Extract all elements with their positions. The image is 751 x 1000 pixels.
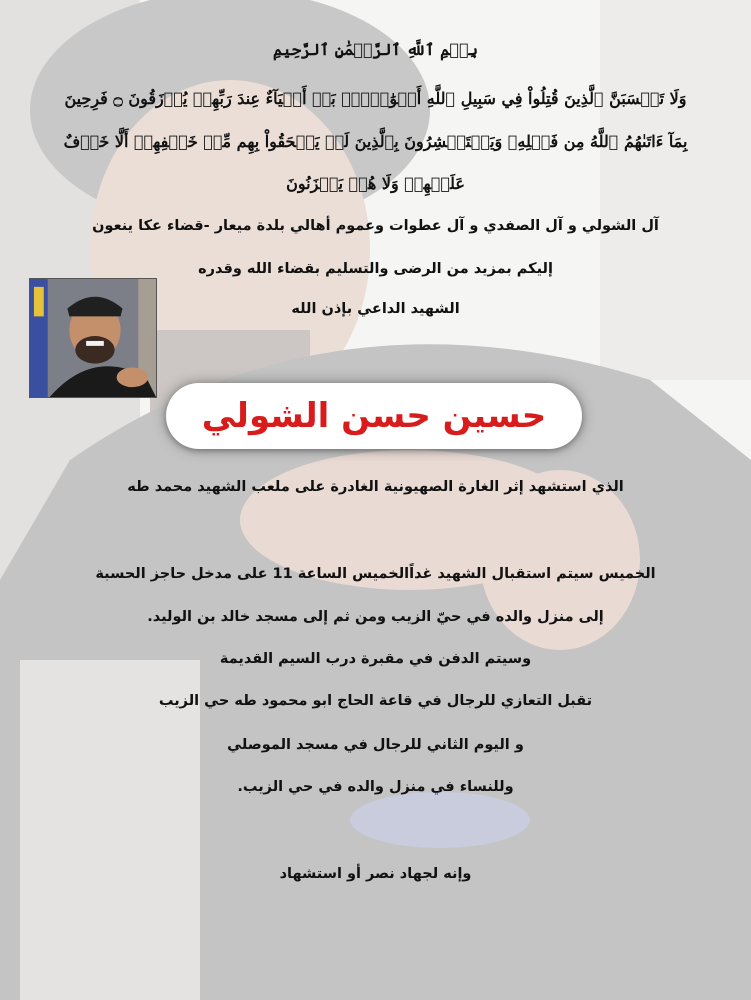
second-day-line: و اليوم الثاني للرجال في مسجد الموصلي: [227, 737, 524, 753]
quran-verse-line-3: عَلَيۡهِمۡ وَلَا هُمۡ يَحۡزَنُونَ: [286, 174, 465, 193]
quran-verse-line-1: وَلَا تَحۡسَبَنَّ ٱلَّذِينَ قُتِلُواْ فِي سَبِيلِ ٱللَّهِ أَمۡوَٰتَۢاۚ بَلۡ أَحۡيَآءٌ عِندَ رَبِّهِمۡ يُرۡزَقُونَ ۝ فَرِحِينَ: [64, 89, 687, 108]
martyrdom-statement: الذي استشهد إثر الغارة الصهيونية الغادرة على ملعب الشهيد محمد طه: [127, 479, 624, 495]
funeral-line-2: إلى منزل والده في حيّ الزيب ومن ثم إلى مسجد خالد بن الوليد.: [147, 609, 604, 625]
basmala: بِسۡمِ ٱللَّهِ ٱلرَّحۡمَٰنِ ٱلرَّحِيمِ: [272, 40, 479, 59]
martyr-portrait: [29, 278, 157, 398]
burial-line: وسيتم الدفن في مقبرة درب السيم القديمة: [219, 651, 532, 667]
family-line-1: آل الشولي و آل الصفدي و آل عطوات وعموم أهالي بلدة ميعار -قضاء عكا ينعون: [92, 218, 659, 234]
name-banner: [166, 383, 582, 449]
closing-phrase: وإنه لجهاد نصر أو استشهاد: [279, 866, 472, 882]
quran-verse-line-2: بِمَآ ءَاتَىٰهُمُ ٱللَّهُ مِن فَضۡلِهِۦ وَيَسۡتَبۡشِرُونَ بِٱلَّذِينَ لَمۡ يَلۡحَقُواْ بِهِم مِّنۡ خَلۡفِهِمۡ أَلَّا خَوۡفٌ: [63, 132, 688, 151]
funeral-line-1: الخميس سيتم استقبال الشهيد غداًالخميس الساعة 11 على مدخل حاجز الحسبة: [95, 566, 656, 582]
family-line-3: الشهيد الداعي بإذن الله: [291, 301, 460, 317]
condolences-women-line: وللنساء في منزل والده في حي الزيب.: [237, 779, 514, 795]
martyr-name: حسين حسن الشولي: [201, 396, 547, 436]
family-line-2: إليكم بمزيد من الرضى والتسليم بقضاء الله وقدره: [198, 261, 553, 277]
condolences-men-line: تقبل التعازي للرجال في قاعة الحاج ابو محمود طه حي الزيب: [158, 693, 593, 709]
